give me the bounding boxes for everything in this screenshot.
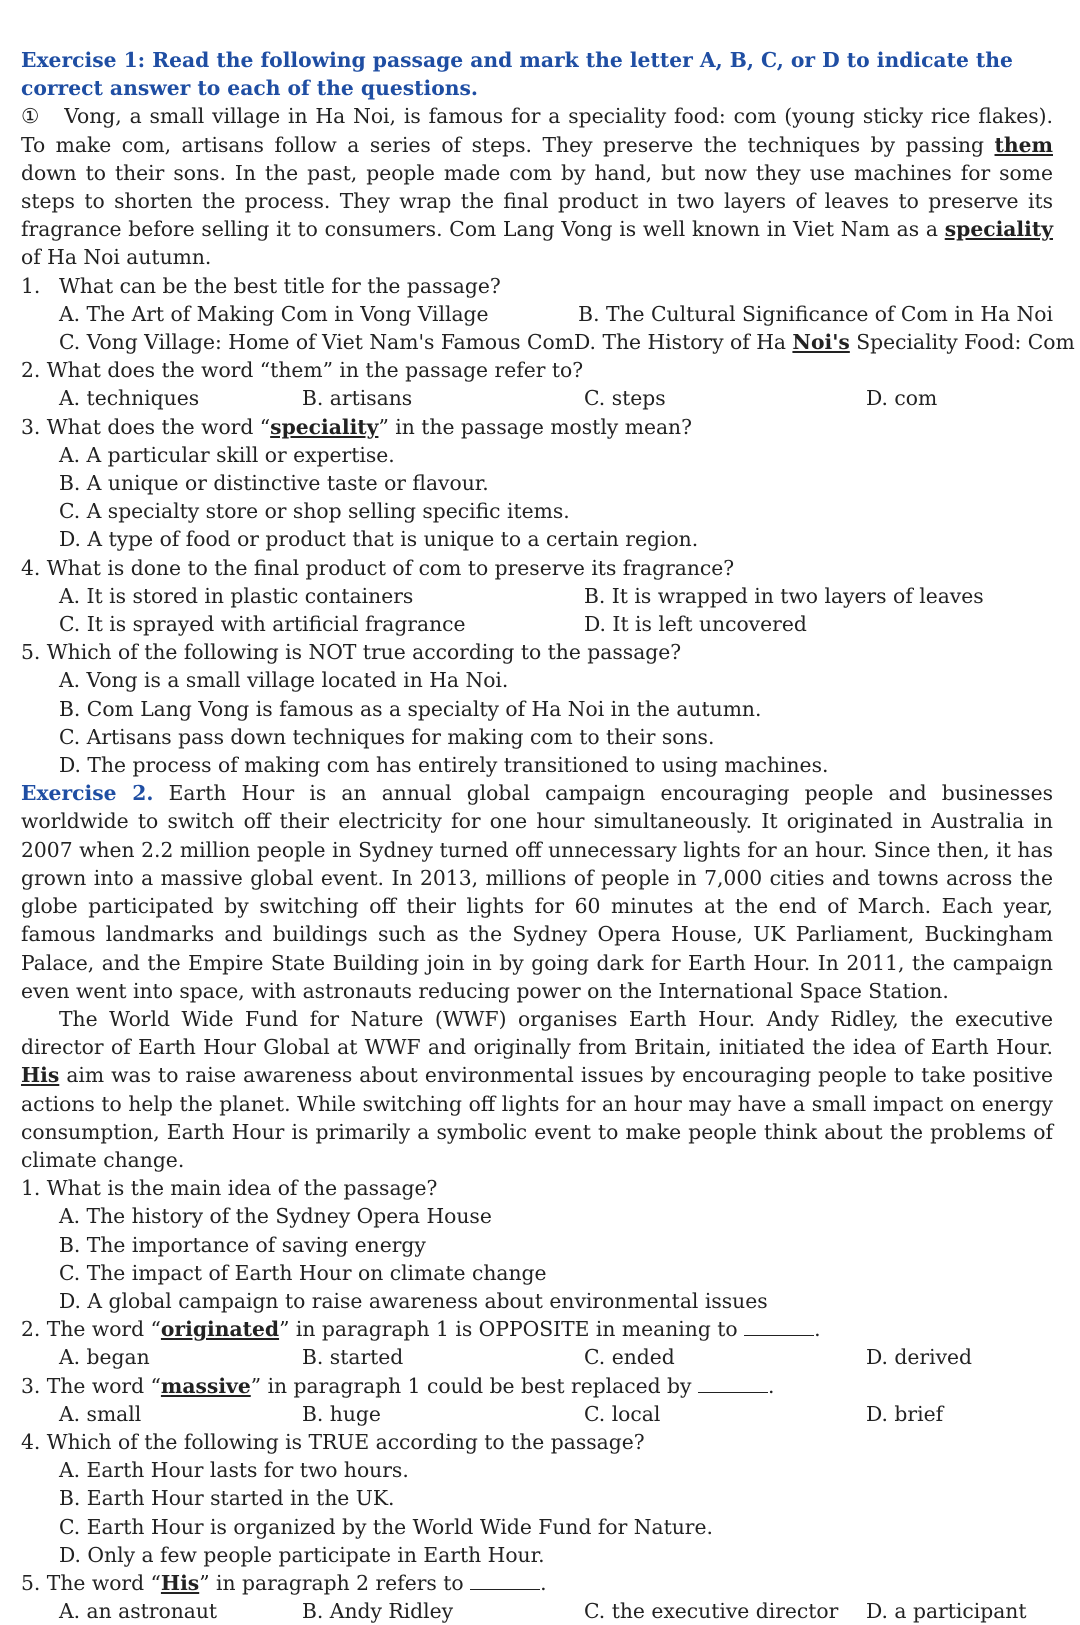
option-b: B. huge	[302, 1401, 381, 1426]
ex1-q4-options-row1	[21, 582, 1053, 610]
answer-blank	[698, 1374, 768, 1393]
exercise1-passage: ① Vong, a small village in Ha Noi, is famous for a speciality food: com (young sticky rice flakes). To make com, artisans follow a series of steps. They preserve the techniques by passing them down to their sons. In the past, people made com by hand, but now they use machines for some steps to shorten the process. They wrap the final product in two layers of leaves to preserve its fragrance before selling it to consumers. Com Lang Vong is well known in Viet Nam as a speciality of Ha Noi autumn.	[21, 104, 1053, 270]
option-c: C. steps	[584, 386, 666, 411]
option-d: D. A global campaign to raise awareness about environmental issues	[59, 1288, 768, 1313]
option-a: A. A particular skill or expertise.	[59, 442, 395, 467]
option-a: A. The Art of Making Com in Vong Village	[59, 301, 489, 326]
option-c: C. local	[584, 1401, 661, 1426]
ex1-question-3: 3. What does the word “speciality” in the passage mostly mean?	[21, 414, 692, 439]
option-d: D. com	[866, 386, 938, 411]
option-d: D. It is left uncovered	[584, 612, 807, 637]
option-c: C. Vong Village: Home of Viet Nam's Famous Com	[59, 330, 575, 355]
option-c: C. The impact of Earth Hour on climate change	[59, 1260, 547, 1285]
option-a: A. small	[59, 1401, 142, 1426]
underlined-word-them: them	[994, 132, 1053, 157]
option-d: D. Only a few people participate in Earth Hour.	[59, 1542, 545, 1567]
option-a: A. techniques	[59, 386, 200, 411]
option-b: B. The Cultural Significance of Com in Ha Noi	[578, 301, 1053, 326]
ex1-q1-options-row2	[21, 328, 1075, 356]
option-b: B. started	[302, 1345, 404, 1370]
option-b: B. It is wrapped in two layers of leaves	[584, 583, 984, 608]
option-a: A. It is stored in plastic containers	[59, 583, 414, 608]
option-b: B. A unique or distinctive taste or flavour.	[59, 471, 489, 496]
ex2-question-3: 3. The word “massive” in paragraph 1 could be best replaced by .	[21, 1373, 775, 1398]
exercise2-paragraph-2: The World Wide Fund for Nature (WWF) organises Earth Hour. Andy Ridley, the executive director of Earth Hour Global at WWF and originally from Britain, initiated the idea of Earth Hour. His aim was to raise awareness about environmental issues by encouraging people to take positive actions to help the planet. While switching off lights for an hour may have a small impact on energy consumption, Earth Hour is primarily a symbolic event to make people think about the problems of climate change.	[21, 1006, 1053, 1172]
option-a: A. began	[59, 1345, 150, 1370]
option-b: B. Com Lang Vong is famous as a specialty of Ha Noi in the autumn.	[59, 696, 762, 721]
ex2-question-1: 1. What is the main idea of the passage?	[21, 1176, 438, 1201]
option-c: C. Artisans pass down techniques for making com to their sons.	[59, 724, 715, 749]
option-a: A. Vong is a small village located in Ha Noi.	[59, 668, 509, 693]
option-d: D. brief	[866, 1401, 944, 1426]
option-d: D. The process of making com has entirely transitioned to using machines.	[59, 753, 829, 778]
worksheet-page	[21, 46, 1075, 1625]
underlined-word-speciality: speciality	[944, 217, 1053, 242]
paragraph-marker: ①	[21, 104, 41, 129]
answer-blank	[744, 1317, 814, 1336]
ex2-q5-options	[21, 1597, 1053, 1625]
option-c: C. A specialty store or shop selling specific items.	[59, 499, 570, 524]
ex2-question-5: 5. The word “His” in paragraph 2 refers to .	[21, 1570, 547, 1595]
answer-blank	[470, 1571, 540, 1590]
ex2-question-4: 4. Which of the following is TRUE according to the passage?	[21, 1429, 645, 1454]
ex2-q3-options	[21, 1400, 1053, 1428]
exercise1-title: Exercise 1: Read the following passage and mark the letter A, B, C, or D to indicate the correct answer to each of the questions.	[21, 48, 1013, 101]
ex1-q1-options-row1	[21, 300, 1053, 328]
option-c: C. It is sprayed with artificial fragrance	[59, 612, 466, 637]
option-b: B. Andy Ridley	[302, 1599, 454, 1624]
ex2-question-2: 2. The word “originated” in paragraph 1 is OPPOSITE in meaning to .	[21, 1317, 821, 1342]
ex1-question-1: 1. What can be the best title for the passage?	[21, 273, 501, 298]
option-a: A. an astronaut	[59, 1599, 218, 1624]
option-d: D. derived	[866, 1345, 973, 1370]
ex1-q2-options	[21, 384, 1053, 412]
option-b: B. artisans	[302, 386, 413, 411]
option-b: B. The importance of saving energy	[59, 1232, 426, 1257]
option-c: C. the executive director	[584, 1599, 839, 1624]
option-a: A. Earth Hour lasts for two hours.	[59, 1458, 409, 1483]
ex1-q4-options-row2	[21, 610, 1053, 638]
option-d: D. a participant	[866, 1599, 1027, 1624]
option-d: D. The History of Ha Noi's Speciality Food: Com	[574, 330, 1075, 355]
option-c: C. Earth Hour is organized by the World Wide Fund for Nature.	[59, 1514, 713, 1539]
exercise2-label: Exercise 2.	[21, 781, 154, 806]
option-b: B. Earth Hour started in the UK.	[59, 1486, 395, 1511]
option-d: D. A type of food or product that is unique to a certain region.	[59, 527, 699, 552]
option-c: C. ended	[584, 1345, 675, 1370]
underlined-word-his: His	[21, 1063, 60, 1088]
option-a: A. The history of the Sydney Opera House	[59, 1204, 492, 1229]
exercise2-paragraph-1: Exercise 2. Earth Hour is an annual global campaign encouraging people and businesses worldwide to switch off their electricity for one hour simultaneously. It originated in Australia in 2007 when 2.2 million people in Sydney turned off unnecessary lights for an hour. Since then, it has grown into a massive global event. In 2013, millions of people in 7,000 cities and towns across the globe participated by switching off their lights for 60 minutes at the end of March. Each year, famous landmarks and buildings such as the Sydney Opera House, UK Parliament, Buckingham Palace, and the Empire State Building join in by going dark for Earth Hour. In 2011, the campaign even went into space, with astronauts reducing power on the International Space Station.	[21, 781, 1053, 1003]
ex1-question-5: 5. Which of the following is NOT true according to the passage?	[21, 640, 682, 665]
ex2-q2-options	[21, 1343, 1053, 1371]
ex1-question-2: 2. What does the word “them” in the passage refer to?	[21, 358, 584, 383]
ex1-question-4: 4. What is done to the final product of com to preserve its fragrance?	[21, 555, 735, 580]
